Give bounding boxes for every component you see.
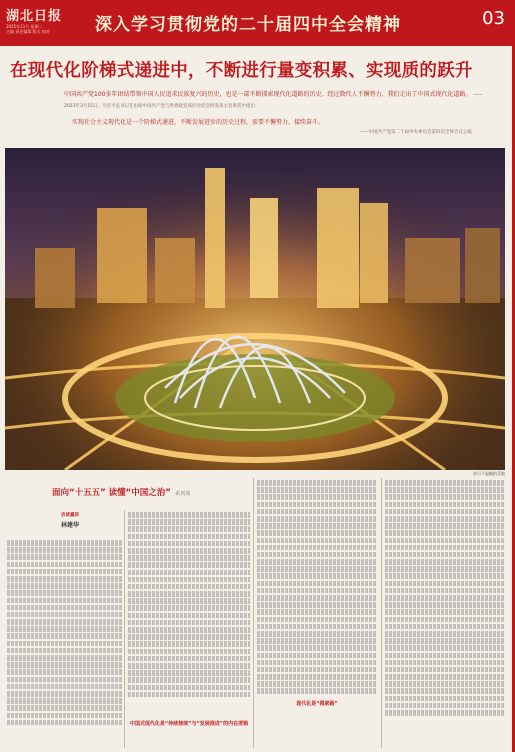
- text-line: [257, 638, 377, 644]
- interviewee-name: 林建华: [60, 522, 79, 529]
- text-line: [385, 660, 505, 666]
- page-number: 03: [482, 8, 505, 29]
- text-line: [128, 620, 250, 626]
- text-line: [257, 502, 377, 508]
- column-divider: [381, 478, 382, 748]
- column-middle-right: [257, 480, 377, 696]
- page-headline: 在现代化阶梯式递进中，不断进行量变积累、实现质的跃升: [10, 61, 473, 81]
- subsection-title: [52, 486, 190, 498]
- quote-2-source: ——中国共产党第二十届中央委员会第四次全体会议公报: [359, 130, 472, 135]
- text-line: [128, 534, 250, 540]
- text-line: [257, 480, 377, 486]
- text-line: [385, 509, 505, 515]
- text-line: [128, 692, 250, 698]
- text-line: [7, 684, 122, 690]
- text-line: [385, 573, 505, 579]
- text-line: [257, 617, 377, 623]
- text-line: [385, 602, 505, 608]
- text-line: [7, 583, 122, 589]
- text-line: [128, 605, 250, 611]
- text-line: [7, 641, 122, 647]
- text-line: [257, 602, 377, 608]
- text-line: [385, 688, 505, 694]
- text-line: [128, 656, 250, 662]
- text-line: [128, 670, 250, 676]
- text-line: [7, 669, 122, 675]
- text-line: [257, 516, 377, 522]
- text-line: [7, 655, 122, 661]
- text-line: [7, 547, 122, 553]
- lead-quote-1: [64, 90, 484, 112]
- column-divider: [253, 478, 254, 748]
- text-line: [257, 538, 377, 544]
- text-line: [385, 552, 505, 558]
- text-line: [7, 619, 122, 625]
- text-line: [385, 653, 505, 659]
- text-line: [7, 562, 122, 568]
- city-night-photo: [5, 148, 505, 470]
- text-line: [7, 691, 122, 697]
- text-line: [128, 591, 250, 597]
- text-line: [128, 634, 250, 640]
- text-line: [7, 633, 122, 639]
- text-line: [128, 677, 250, 683]
- subsection-title-text: 面向“十五五” 读懂“中国之治”: [52, 488, 171, 498]
- text-line: [385, 588, 505, 594]
- text-line: [257, 688, 377, 694]
- text-line: [385, 645, 505, 651]
- text-line: [385, 667, 505, 673]
- column-right: [385, 480, 505, 717]
- text-line: [385, 703, 505, 709]
- text-line: [7, 626, 122, 632]
- editor-line: 主编 责任编辑 版式 校对: [6, 29, 50, 34]
- text-line: [385, 710, 505, 716]
- text-line: [128, 649, 250, 655]
- middle-column-heading: 中国式现代化是“持续接续”与“发展推进”的内在逻辑: [129, 721, 249, 727]
- section-banner: [0, 0, 515, 46]
- text-line: [257, 674, 377, 680]
- right-column-heading: 现代化是“摸索路”: [296, 701, 338, 707]
- text-line: [385, 480, 505, 486]
- text-line: [385, 609, 505, 615]
- text-line: [257, 681, 377, 687]
- text-line: [385, 502, 505, 508]
- text-line: [385, 545, 505, 551]
- masthead-logo: 湖北日报: [6, 9, 63, 24]
- text-line: [257, 667, 377, 673]
- text-line: [385, 516, 505, 522]
- text-line: [257, 653, 377, 659]
- text-line: [385, 617, 505, 623]
- text-line: [385, 566, 505, 572]
- text-line: [128, 526, 250, 532]
- text-line: [257, 530, 377, 536]
- text-line: [7, 612, 122, 618]
- interviewee-label: 访谈嘉宾: [61, 513, 79, 518]
- text-line: [128, 541, 250, 547]
- text-line: [257, 559, 377, 565]
- column-left: [7, 540, 122, 727]
- text-line: [257, 609, 377, 615]
- quote-1-source: ——2023年3月15日，习近平总书记在出席中国共产党与世界政党高层对话会时发表主旨讲话中指出: [64, 93, 483, 109]
- text-line: [257, 624, 377, 630]
- text-line: [7, 662, 122, 668]
- text-line: [385, 595, 505, 601]
- text-line: [128, 598, 250, 604]
- text-line: [7, 720, 122, 726]
- text-line: [7, 540, 122, 546]
- text-line: [257, 545, 377, 551]
- column-middle-left: [128, 512, 250, 699]
- text-line: [7, 576, 122, 582]
- text-line: [385, 631, 505, 637]
- quote-1-text: 中国共产党100多年团结带领中国人民追求民族复兴的历史，也是一部不断探索现代化道路的历史。经过数代人不懈努力，我们走出了中国式现代化道路。: [64, 91, 472, 98]
- text-line: [257, 631, 377, 637]
- text-line: [128, 663, 250, 669]
- text-line: [128, 685, 250, 691]
- text-line: [128, 577, 250, 583]
- text-line: [7, 713, 122, 719]
- text-line: [385, 494, 505, 500]
- text-line: [7, 605, 122, 611]
- column-divider: [124, 510, 125, 748]
- text-line: [257, 509, 377, 515]
- text-line: [385, 523, 505, 529]
- text-line: [7, 705, 122, 711]
- text-line: [385, 581, 505, 587]
- text-line: [257, 552, 377, 558]
- text-line: [385, 674, 505, 680]
- text-line: [128, 548, 250, 554]
- text-line: [7, 569, 122, 575]
- text-line: [257, 588, 377, 594]
- date-line: 2025年11月 星期二: [6, 24, 43, 29]
- text-line: [7, 648, 122, 654]
- text-line: [7, 698, 122, 704]
- text-line: [128, 555, 250, 561]
- text-line: [385, 696, 505, 702]
- text-line: [257, 487, 377, 493]
- text-line: [385, 538, 505, 544]
- text-line: [257, 573, 377, 579]
- section-title: 深入学习贯彻党的二十届四中全会精神: [95, 15, 401, 35]
- text-line: [128, 627, 250, 633]
- text-line: [385, 681, 505, 687]
- text-line: [385, 638, 505, 644]
- photo-caption: 昔日不起眼的荒地: [473, 471, 505, 476]
- text-line: [128, 584, 250, 590]
- text-line: [385, 530, 505, 536]
- text-line: [128, 570, 250, 576]
- text-line: [128, 613, 250, 619]
- lead-quote-2: [72, 118, 492, 138]
- subsection-tag: ·系列谈: [173, 491, 191, 497]
- text-line: [257, 523, 377, 529]
- text-line: [385, 559, 505, 565]
- text-line: [7, 590, 122, 596]
- text-line: [7, 554, 122, 560]
- text-line: [128, 641, 250, 647]
- text-line: [385, 624, 505, 630]
- masthead-date: [6, 24, 50, 34]
- city-photo-illustration: [5, 148, 505, 470]
- text-line: [385, 487, 505, 493]
- text-line: [128, 512, 250, 518]
- text-line: [257, 645, 377, 651]
- text-line: [257, 595, 377, 601]
- text-line: [7, 598, 122, 604]
- quote-2-text: 实现社会主义现代化是一个阶梯式递进、不断发展进步的历史过程，需要不懈努力、接续奋斗。: [72, 119, 325, 126]
- text-line: [257, 566, 377, 572]
- text-line: [7, 677, 122, 683]
- text-line: [257, 581, 377, 587]
- text-line: [128, 562, 250, 568]
- text-line: [257, 660, 377, 666]
- text-line: [257, 494, 377, 500]
- text-line: [128, 519, 250, 525]
